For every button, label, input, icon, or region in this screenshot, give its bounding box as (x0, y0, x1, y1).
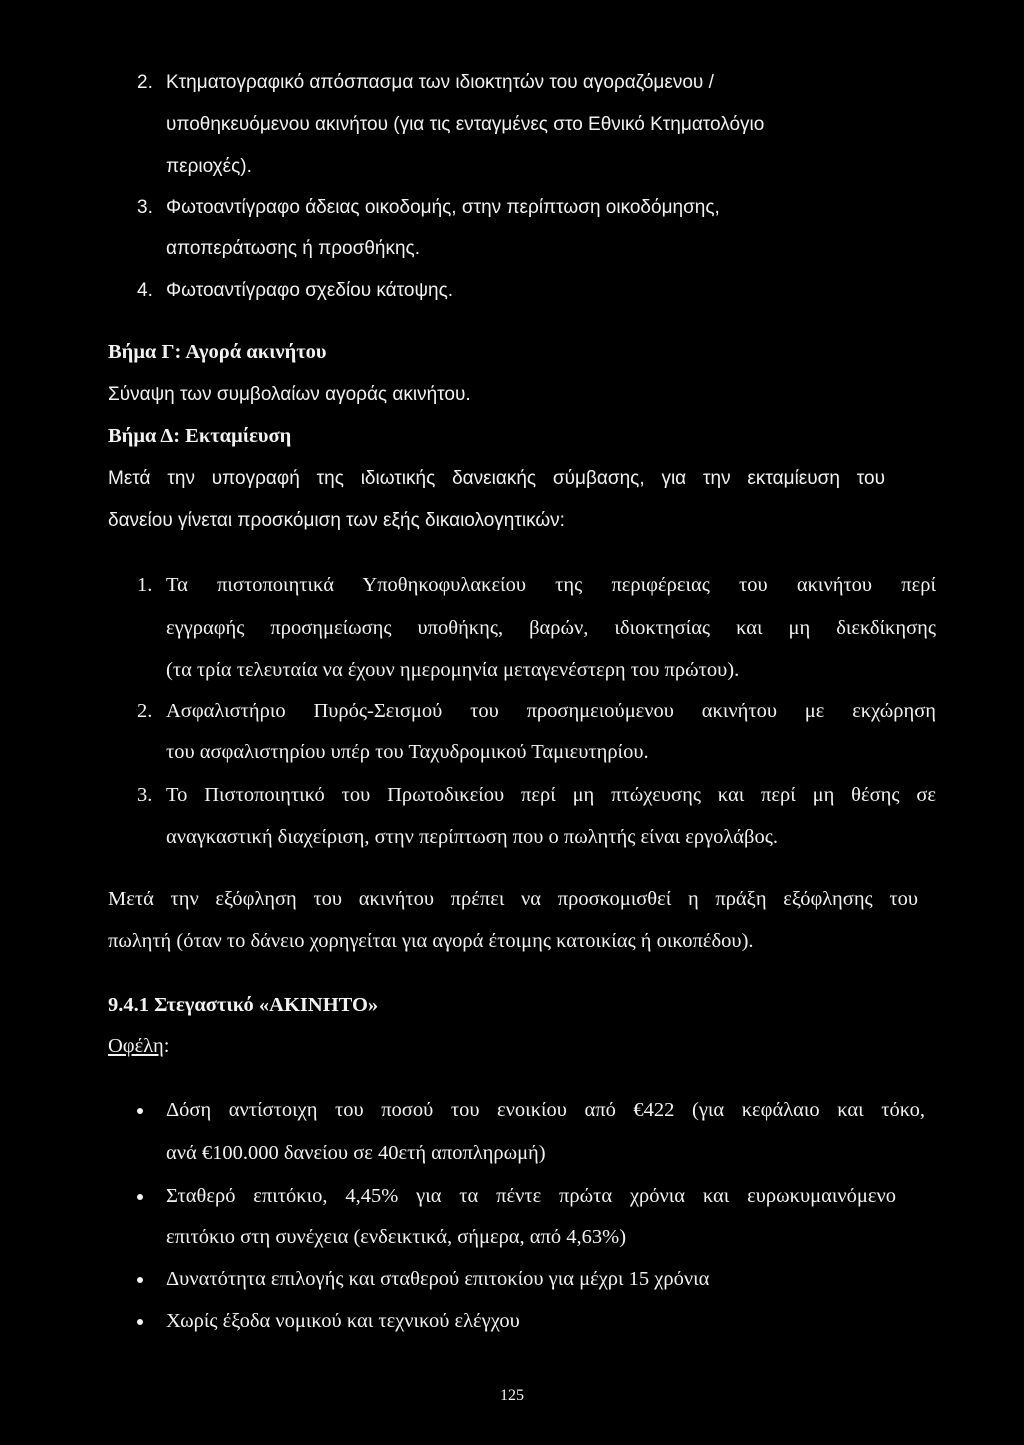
list-item-line (166, 575, 936, 596)
page-number: 125 (500, 1387, 524, 1404)
closing-paragraph-line (108, 889, 918, 910)
closing-paragraph-text: Μετά την εξόφληση του ακινήτου πρέπει να προσκομισθεί η πράξη εξόφλησης του (108, 888, 918, 910)
list-item-text: εγγραφής προσημείωσης υποθήκης, βαρών, ιδιοκτησίας και μη διεκδίκησης (166, 617, 936, 639)
list-item-line: αποπεράτωσης ή προσθήκης. (166, 238, 420, 259)
step-g-text: Σύναψη των συμβολαίων αγοράς ακινήτου. (108, 384, 471, 405)
bullet-item-line: επιτόκιο στη συνέχεια (ενδεικτικά, σήμερα, από 4,63%) (166, 1226, 627, 1248)
benefits-heading (108, 1036, 169, 1057)
bullet-item-line: Χωρίς έξοδα νομικού και τεχνικού ελέγχου (166, 1310, 520, 1332)
benefits-label: Οφέλη (108, 1035, 164, 1057)
list-number: 2. (137, 72, 153, 93)
bullet-icon (137, 1194, 143, 1200)
closing-paragraph-line: πωλητή (όταν το δάνειο χορηγείται για αγορά έτοιμης κατοικίας ή οικοπέδου). (108, 930, 754, 952)
list-number: 4. (137, 280, 153, 301)
list-item-line: υποθηκευόμενου ακινήτου (για τις ενταγμένες στο Εθνικό Κτηματολόγιο (166, 114, 765, 135)
bullet-item-text: Δόση αντίστοιχη του ποσού του ενοικίου από €422 (για κεφάλαιο και τόκο, (166, 1099, 925, 1121)
list-item-line: του ασφαλιστηρίου υπέρ του Ταχυδρομικού Ταμιευτηρίου. (166, 741, 649, 763)
list-item-line: (τα τρία τελευταία να έχουν ημερομηνία μεταγενέστερη του πρώτου). (166, 659, 740, 681)
list-item-text: Ασφαλιστήριο Πυρός-Σεισμού του προσημειούμενου ακινήτου με εκχώρηση (166, 700, 936, 722)
list-item-text: Το Πιστοποιητικό του Πρωτοδικείου περί μη πτώχευσης και περί μη θέσης σε (166, 784, 936, 806)
list-number: 1. (137, 574, 153, 596)
bullet-item-line (166, 1100, 925, 1121)
benefits-colon: : (163, 1035, 170, 1057)
bullet-icon (137, 1319, 143, 1325)
step-d-heading: Βήμα Δ: Εκταμίευση (108, 425, 292, 447)
list-number: 3. (137, 197, 153, 218)
list-number: 3. (137, 784, 153, 806)
bullet-item-line: Δυνατότητα επιλογής και σταθερού επιτοκίου για μέχρι 15 χρόνια (166, 1268, 710, 1290)
bullet-icon (137, 1277, 143, 1283)
list-item-line: Κτηματογραφικό απόσπασμα των ιδιοκτητών του αγοραζόμενου / (166, 72, 714, 93)
list-item-line (166, 785, 936, 806)
list-item-line (166, 618, 936, 639)
list-item-text: Τα πιστοποιητικά Υποθηκοφυλακείου της περιφέρειας του ακινήτου περί (166, 574, 936, 596)
list-item-line: Φωτοαντίγραφο άδειας οικοδομής, στην περίπτωση οικοδόμησης, (166, 197, 720, 218)
bullet-icon (137, 1108, 143, 1114)
step-d-intro-line: δανείου γίνεται προσκόμιση των εξής δικαιολογητικών: (108, 510, 565, 531)
bullet-item-line: ανά €100.000 δανείου σε 40ετή αποπληρωμή) (166, 1142, 546, 1164)
list-item-line: Φωτοαντίγραφο σχεδίου κάτοψης. (166, 280, 454, 301)
list-item-line (166, 701, 936, 722)
bullet-item-text: Σταθερό επιτόκιο, 4,45% για τα πέντε πρώτα χρόνια και ευρωκυμαινόμενο (166, 1185, 896, 1207)
list-number: 2. (137, 700, 153, 722)
list-item-line: περιοχές). (166, 156, 252, 177)
step-d-intro-text: Μετά την υπογραφή της ιδιωτικής δανειακής σύμβασης, για την εκταμίευση του (108, 468, 885, 489)
bullet-item-line (166, 1186, 896, 1207)
step-d-intro-line (108, 469, 885, 488)
step-g-heading: Βήμα Γ: Αγορά ακινήτου (108, 341, 327, 363)
list-item-line: αναγκαστική διαχείριση, στην περίπτωση που ο πωλητής είναι εργολάβος. (166, 826, 778, 848)
section-title: 9.4.1 Στεγαστικό «ΑΚΙΝΗΤΟ» (108, 994, 379, 1016)
